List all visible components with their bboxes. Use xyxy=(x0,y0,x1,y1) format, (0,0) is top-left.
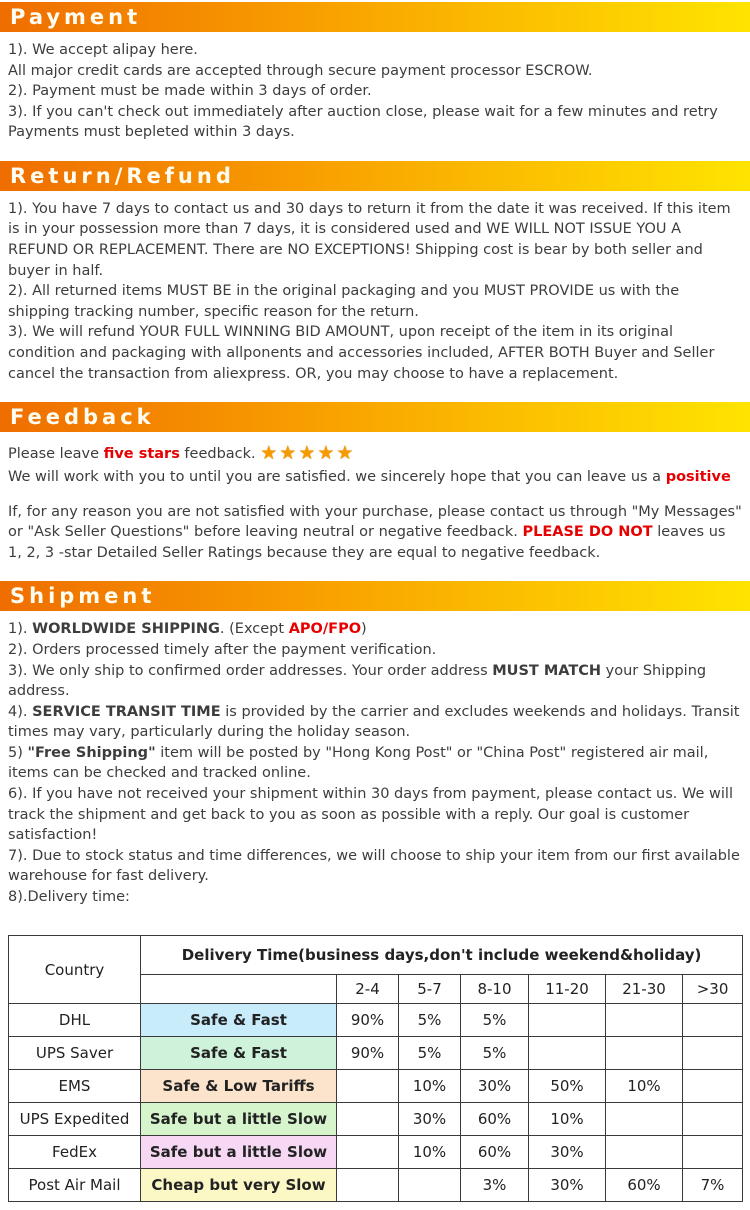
delivery-time-header: Delivery Time(business days,don't include weekend&holiday) xyxy=(141,936,743,975)
percentage-cell xyxy=(606,1136,683,1169)
percentage-cell: 30% xyxy=(529,1136,606,1169)
percentage-cell: 60% xyxy=(461,1136,529,1169)
paragraph xyxy=(8,502,742,564)
table-row xyxy=(9,1037,743,1070)
percentage-cell xyxy=(529,1004,606,1037)
percentage-cell: 5% xyxy=(461,1037,529,1070)
table-row xyxy=(9,1103,743,1136)
country-cell: UPS Expedited xyxy=(9,1103,141,1136)
percentage-cell xyxy=(683,1136,743,1169)
text-segment: 2). Orders processed timely after the payment verification. xyxy=(8,641,437,658)
text-segment: 1). You have 7 days to contact us and 30 days to return it from the date it was received. If this item is in your possession more than 7 days, it is considered used and WE WILL NOT ISSUE YOU A REFUND OR REPLACEMENT. There are NO EXCEPTIONS! Shipping cost is bear by both seller and buyer in half. xyxy=(8,200,731,279)
section-payment xyxy=(0,2,750,159)
country-column-header: Country xyxy=(9,936,141,1004)
section-header-feedback: Feedback xyxy=(0,402,750,432)
paragraph xyxy=(8,887,742,908)
percentage-cell: 10% xyxy=(606,1070,683,1103)
text-segment: 7). Due to stock status and time differences, we will choose to ship your item from our first available warehouse for fast delivery. xyxy=(8,847,740,885)
section-body xyxy=(0,32,750,159)
text-segment: positive xyxy=(665,469,731,486)
percentage-cell xyxy=(337,1136,399,1169)
section-shipment xyxy=(0,581,750,923)
text-segment: All major credit cards are accepted through secure payment processor ESCROW. xyxy=(8,62,593,79)
paragraph xyxy=(8,619,742,640)
country-cell: UPS Saver xyxy=(9,1037,141,1070)
percentage-cell xyxy=(683,1004,743,1037)
text-segment: 5) xyxy=(8,744,28,761)
percentage-cell xyxy=(399,1169,461,1202)
description-column-header xyxy=(141,975,337,1004)
service-description-cell: Safe & Fast xyxy=(141,1037,337,1070)
text-segment: If, for any reason you are not satisfied with your purchase, please contact us through "My Messages" or "Ask Seller Questions" before leaving neutral or negative feedback. xyxy=(8,503,742,541)
paragraph xyxy=(8,467,742,488)
percentage-cell: 90% xyxy=(337,1037,399,1070)
text-segment: 3). If you can't check out immediately after auction close, please wait for a few minutes and retry Payments must bepleted within 3 days. xyxy=(8,103,718,141)
service-description-cell: Safe & Fast xyxy=(141,1004,337,1037)
percentage-cell: 3% xyxy=(461,1169,529,1202)
section-return-refund xyxy=(0,161,750,400)
text-segment: APO/FPO xyxy=(288,621,362,638)
percentage-cell xyxy=(683,1037,743,1070)
country-cell: Post Air Mail xyxy=(9,1169,141,1202)
percentage-cell: 30% xyxy=(399,1103,461,1136)
policy-sections xyxy=(0,2,750,923)
text-segment: your Shipping address. xyxy=(8,662,707,700)
percentage-cell: 30% xyxy=(461,1070,529,1103)
paragraph xyxy=(8,40,742,61)
text-segment: . (Except xyxy=(219,621,289,638)
text-segment: item will be posted by "Hong Kong Post" or "China Post" registered air mail, items can be checked and tracked online. xyxy=(8,744,709,782)
five-stars-icon: ★★★★★ xyxy=(260,442,356,465)
service-description-cell: Safe but a little Slow xyxy=(141,1103,337,1136)
time-range-header: 2-4 xyxy=(337,975,399,1004)
table-row xyxy=(9,1136,743,1169)
service-description-cell: Safe but a little Slow xyxy=(141,1136,337,1169)
country-cell: EMS xyxy=(9,1070,141,1103)
text-segment: Please leave xyxy=(8,446,104,463)
percentage-cell xyxy=(529,1037,606,1070)
service-description-cell: Cheap but very Slow xyxy=(141,1169,337,1202)
text-segment: WORLDWIDE SHIPPING xyxy=(32,621,220,638)
percentage-cell: 10% xyxy=(529,1103,606,1136)
percentage-cell xyxy=(337,1070,399,1103)
paragraph xyxy=(8,640,742,661)
country-cell: DHL xyxy=(9,1004,141,1037)
section-header-payment: Payment xyxy=(0,2,750,32)
text-segment: 4). xyxy=(8,703,33,720)
percentage-cell: 30% xyxy=(529,1169,606,1202)
percentage-cell xyxy=(683,1103,743,1136)
text-segment: feedback. xyxy=(179,446,261,463)
text-segment: ) xyxy=(361,621,367,638)
percentage-cell: 50% xyxy=(529,1070,606,1103)
time-range-header: 11-20 xyxy=(529,975,606,1004)
percentage-cell xyxy=(337,1103,399,1136)
paragraph xyxy=(8,199,742,281)
text-segment: We will work with you to until you are satisfied. we sincerely hope that you can leave us a xyxy=(8,469,666,486)
paragraph xyxy=(8,281,742,322)
text-segment: 2). All returned items MUST BE in the original packaging and you MUST PROVIDE us with the shipping tracking number, specific reason for the return. xyxy=(8,283,680,320)
time-range-header: 5-7 xyxy=(399,975,461,1004)
text-segment: leaves us 1, 2, 3 -star Detailed Seller Ratings because they are equal to negative feedback. xyxy=(8,524,726,561)
text-segment: is provided by the carrier and excludes weekends and holidays. Transit times may vary, particularly during the holiday season. xyxy=(8,703,740,741)
percentage-cell xyxy=(337,1169,399,1202)
percentage-cell: 5% xyxy=(399,1037,461,1070)
text-segment: PLEASE DO NOT xyxy=(522,524,653,541)
percentage-cell xyxy=(606,1103,683,1136)
section-body xyxy=(0,611,750,923)
text-segment: five stars xyxy=(103,446,180,463)
paragraph xyxy=(8,440,742,467)
percentage-cell: 5% xyxy=(461,1004,529,1037)
table-row xyxy=(9,1169,743,1202)
text-segment: "Free Shipping" xyxy=(27,744,156,761)
percentage-cell: 5% xyxy=(399,1004,461,1037)
percentage-cell: 60% xyxy=(461,1103,529,1136)
service-description-cell: Safe & Low Tariffs xyxy=(141,1070,337,1103)
paragraph xyxy=(8,743,742,784)
paragraph xyxy=(8,61,742,82)
text-segment: 1). We accept alipay here. xyxy=(8,42,198,58)
section-body xyxy=(0,191,750,400)
percentage-cell: 60% xyxy=(606,1169,683,1202)
text-segment: MUST MATCH xyxy=(492,662,602,679)
text-segment: 3). We will refund YOUR FULL WINNING BID AMOUNT, upon receipt of the item in its original condition and packaging with allponents and accessories included, AFTER BOTH Buyer and Seller cancel the transaction from aliexpress. OR, you may choose to have a replacement. xyxy=(8,324,715,382)
percentage-cell xyxy=(606,1037,683,1070)
country-cell: FedEx xyxy=(9,1136,141,1169)
percentage-cell: 90% xyxy=(337,1004,399,1037)
time-range-header: 21-30 xyxy=(606,975,683,1004)
text-segment: 1). xyxy=(8,621,33,638)
paragraph xyxy=(8,702,742,743)
paragraph xyxy=(8,81,742,102)
text-segment: 3). We only ship to confirmed order addresses. Your order address xyxy=(8,662,493,679)
paragraph xyxy=(8,102,742,143)
percentage-cell xyxy=(606,1004,683,1037)
paragraph xyxy=(8,661,742,702)
paragraph xyxy=(8,784,742,846)
time-range-header: 8-10 xyxy=(461,975,529,1004)
section-header-shipment: Shipment xyxy=(0,581,750,611)
text-segment: SERVICE TRANSIT TIME xyxy=(32,703,221,720)
time-range-header: >30 xyxy=(683,975,743,1004)
table-row xyxy=(9,1004,743,1037)
text-segment: 6). If you have not received your shipment within 30 days from payment, please contact us. We will track the shipment and get back to you as soon as possible with a reply. Our goal is customer satisfaction! xyxy=(8,786,733,844)
paragraph xyxy=(8,322,742,384)
text-segment: 8).Delivery time: xyxy=(8,888,130,905)
text-segment: 2). Payment must be made within 3 days of order. xyxy=(8,83,372,100)
table-header-row xyxy=(9,936,743,975)
table-row xyxy=(9,1070,743,1103)
delivery-time-table xyxy=(8,935,743,1202)
paragraph xyxy=(8,846,742,887)
section-feedback xyxy=(0,402,750,579)
percentage-cell: 10% xyxy=(399,1070,461,1103)
percentage-cell: 10% xyxy=(399,1136,461,1169)
section-header-return-refund: Return/Refund xyxy=(0,161,750,191)
percentage-cell: 7% xyxy=(683,1169,743,1202)
section-body xyxy=(0,432,750,579)
percentage-cell xyxy=(683,1070,743,1103)
